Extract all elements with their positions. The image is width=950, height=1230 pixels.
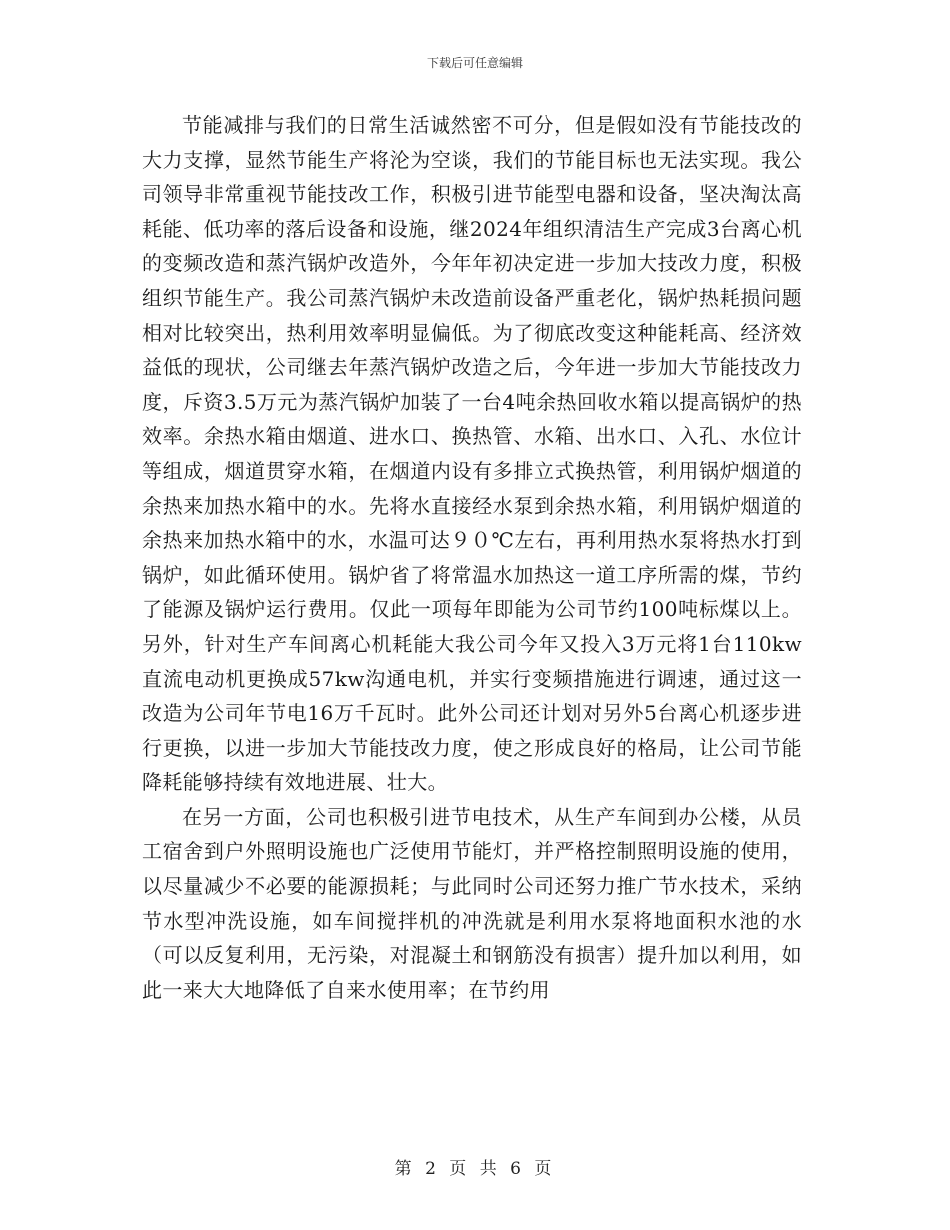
page-number-footer: 第 2 页 共 6 页 bbox=[394, 1159, 556, 1179]
page-header: 下载后可任意编辑 bbox=[426, 56, 523, 70]
document-body bbox=[142, 108, 802, 1007]
paragraph-1: 节能减排与我们的日常生活诚然密不可分，但是假如没有节能技改的大力支撑，显然节能生产将沦为空谈，我们的节能目标也无法实现。我公司领导非常重视节能技改工作，积极引进节能型电器和设备，坚决淘汰高耗能、低功率的落后设备和设施，继2024年组织清洁生产完成3台离心机的变频改造和蒸汽锅炉改造外，今年年初决定进一步加大技改力度，积极组织节能生产。我公司蒸汽锅炉未改造前设备严重老化，锅炉热耗损问题相对比较突出，热利用效率明显偏低。为了彻底改变这种能耗高、经济效益低的现状，公司继去年蒸汽锅炉改造之后，今年进一步加大节能技改力度，斥资3.5万元为蒸汽锅炉加装了一台4吨余热回收水箱以提高锅炉的热效率。余热水箱由烟道、进水口、换热管、水箱、出水口、入孔、水位计等组成，烟道贯穿水箱，在烟道内设有多排立式换热管，利用锅炉烟道的余热来加热水箱中的水。先将水直接经水泵到余热水箱，利用锅炉烟道的余热来加热水箱中的水，水温可达９０℃左右，再利用热水泵将热水打到锅炉，如此循环使用。锅炉省了将常温水加热这一道工序所需的煤，节约了能源及锅炉运行费用。仅此一项每年即能为公司节约100吨标煤以上。另外，针对生产车间离心机耗能大我公司今年又投入3万元将1台110kw直流电动机更换成57kw沟通电机，并实行变频措施进行调速，通过这一改造为公司年节电16万千瓦时。此外公司还计划对另外5台离心机逐步进行更换，以进一步加大节能技改力度，使之形成良好的格局，让公司节能降耗能够持续有效地进展、壮大。 bbox=[142, 113, 802, 795]
paragraph-2: 在另一方面，公司也积极引进节电技术，从生产车间到办公楼，从员工宿舍到户外照明设施也广泛使用节能灯，并严格控制照明设施的使用，以尽量减少不必要的能源损耗；与此同时公司还努力推广节水技术，采纳节水型冲洗设施，如车间搅拌机的冲洗就是利用水泵将地面积水池的水（可以反复利用，无污染，对混凝土和钢筋没有损害）提升加以利用，如此一来大大地降低了自来水使用率；在节约用 bbox=[142, 804, 802, 1002]
